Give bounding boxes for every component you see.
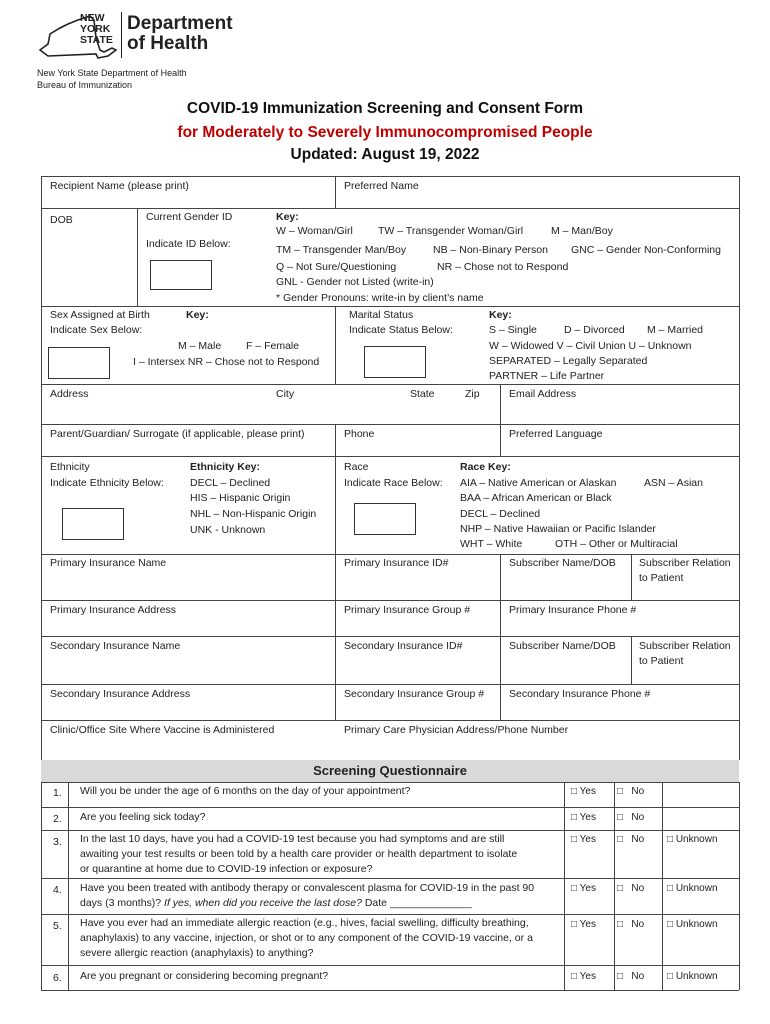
gender-id-label: Current Gender ID xyxy=(146,211,233,223)
gender-key-item: NB – Non-Binary Person xyxy=(433,244,548,256)
form-subtitle: for Moderately to Severely Immunocompromised People xyxy=(177,124,593,141)
gender-key-item: Q – Not Sure/Questioning xyxy=(276,261,397,273)
indicate-id-label: Indicate ID Below: xyxy=(146,238,231,250)
preferred-name-label: Preferred Name xyxy=(344,180,419,192)
pcp-label: Primary Care Physician Address/Phone Number xyxy=(344,724,569,736)
marital-key-item: PARTNER – Life Partner xyxy=(489,370,605,382)
yes-checkbox[interactable]: □ Yes xyxy=(571,812,596,823)
question-text: Will you be under the age of 6 months on the day of your appointment? xyxy=(80,785,411,797)
yes-checkbox[interactable]: □ Yes xyxy=(571,883,596,894)
indicate-ethnicity-label: Indicate Ethnicity Below: xyxy=(50,477,164,489)
marital-key-item: D – Divorced xyxy=(564,324,625,336)
marital-key-title: Key: xyxy=(489,309,512,321)
sec-ins-name-label: Secondary Insurance Name xyxy=(50,640,181,652)
state-label: State xyxy=(410,388,435,400)
zip-label: Zip xyxy=(465,388,480,400)
phone-label: Phone xyxy=(344,428,375,440)
sub-name-dob-label: Subscriber Name/DOB xyxy=(509,640,616,652)
race-key-item: ASN – Asian xyxy=(644,477,703,489)
indicate-status-label: Indicate Status Below: xyxy=(349,324,453,336)
pri-ins-name-label: Primary Insurance Name xyxy=(50,557,167,569)
yes-checkbox[interactable]: □ Yes xyxy=(571,971,596,982)
marital-key-item: W – Widowed V – Civil Union U – Unknown xyxy=(489,340,692,352)
indicate-race-label: Indicate Race Below: xyxy=(344,477,443,489)
marital-key-item: SEPARATED – Legally Separated xyxy=(489,355,648,367)
gender-key-item: GNL - Gender not Listed (write-in) xyxy=(276,276,434,288)
question-text: In the last 10 days, have you had a COVID-19 test because you had symptoms and are still xyxy=(80,833,505,845)
ethnicity-input[interactable] xyxy=(62,508,124,540)
email-label: Email Address xyxy=(509,388,577,400)
yes-checkbox[interactable]: □ Yes xyxy=(571,786,596,797)
no-checkbox[interactable]: □ No xyxy=(617,812,645,823)
question-text: anaphylaxis) to any vaccine, injection, or shot or to any component of the COVID-19 vaccine, or a xyxy=(80,932,533,944)
language-label: Preferred Language xyxy=(509,428,603,440)
sex-key-title: Key: xyxy=(186,309,209,321)
sex-input[interactable] xyxy=(48,347,110,379)
city-label: City xyxy=(276,388,295,400)
logo-text: NEW YORK STATE xyxy=(80,12,113,46)
pri-ins-group-label: Primary Insurance Group # xyxy=(344,604,471,616)
race-key-item: WHT – White xyxy=(460,538,523,550)
sex-key-item: M – Male xyxy=(178,340,222,352)
race-key-item: OTH – Other or Multiracial xyxy=(555,538,678,550)
question-text: awaiting your test results or been told by a health care provider or health department to isolate xyxy=(80,848,518,860)
race-key-title: Race Key: xyxy=(460,461,511,473)
unknown-checkbox[interactable]: □ Unknown xyxy=(667,919,718,930)
logo-department: Department of Health xyxy=(127,13,233,54)
no-checkbox[interactable]: □ No xyxy=(617,919,645,930)
pri-ins-id-label: Primary Insurance ID# xyxy=(344,557,449,569)
race-key-item: DECL – Declined xyxy=(460,508,541,520)
gender-key-title: Key: xyxy=(276,211,299,223)
gender-key-item: W – Woman/Girl xyxy=(276,225,353,237)
marital-input[interactable] xyxy=(364,346,426,378)
pri-ins-phone-label: Primary Insurance Phone # xyxy=(509,604,637,616)
race-key-item: NHP – Native Hawaiian or Pacific Islander xyxy=(460,523,656,535)
question-text: Are you pregnant or considering becoming pregnant? xyxy=(80,970,329,982)
recipient-name-label: Recipient Name (please print) xyxy=(50,180,189,192)
gender-key-item: * Gender Pronouns: write-in by client’s name xyxy=(276,292,484,304)
parent-label: Parent/Guardian/ Surrogate (if applicable, please print) xyxy=(50,428,305,440)
unknown-checkbox[interactable]: □ Unknown xyxy=(667,834,718,845)
question-number: 3. xyxy=(53,836,62,848)
gender-key-item: GNC – Gender Non-Conforming xyxy=(571,244,721,256)
form-title: COVID-19 Immunization Screening and Consent Form xyxy=(186,100,584,117)
race-input[interactable] xyxy=(354,503,416,535)
sec-ins-phone-label: Secondary Insurance Phone # xyxy=(509,688,651,700)
question-number: 2. xyxy=(53,813,62,825)
gender-key-item: NR – Chose not to Respond xyxy=(437,261,569,273)
question-number: 4. xyxy=(53,884,62,896)
gender-key-item: M – Man/Boy xyxy=(551,225,613,237)
race-key-item: BAA – African American or Black xyxy=(460,492,612,504)
no-checkbox[interactable]: □ No xyxy=(617,786,645,797)
question-number: 6. xyxy=(53,972,62,984)
question-text: or quarantine at home due to COVID-19 infection or exposure? xyxy=(80,863,373,875)
race-label: Race xyxy=(344,461,369,473)
no-checkbox[interactable]: □ No xyxy=(617,883,645,894)
dob-label: DOB xyxy=(50,214,73,226)
form-updated: Updated: August 19, 2022 xyxy=(290,146,480,163)
ethnicity-label: Ethnicity xyxy=(50,461,90,473)
marital-label: Marital Status xyxy=(349,309,414,321)
marital-key-item: S – Single xyxy=(489,324,537,336)
sub-name-dob-label: Subscriber Name/DOB xyxy=(509,557,616,569)
unknown-checkbox[interactable]: □ Unknown xyxy=(667,971,718,982)
no-checkbox[interactable]: □ No xyxy=(617,834,645,845)
yes-checkbox[interactable]: □ Yes xyxy=(571,919,596,930)
sub-rel-label: to Patient xyxy=(639,572,684,584)
sex-key-item: I – Intersex NR – Chose not to Respond xyxy=(133,356,320,368)
sec-ins-group-label: Secondary Insurance Group # xyxy=(344,688,485,700)
gender-id-input[interactable] xyxy=(150,260,212,290)
sub-rel-label: to Patient xyxy=(639,655,684,667)
question-text: Are you feeling sick today? xyxy=(80,811,206,823)
gender-key-item: TM – Transgender Man/Boy xyxy=(276,244,407,256)
ethnicity-key-item: HIS – Hispanic Origin xyxy=(190,492,291,504)
no-checkbox[interactable]: □ No xyxy=(617,971,645,982)
question-text: severe allergic reaction (anaphylaxis) to anything? xyxy=(80,947,314,959)
screening-title: Screening Questionnaire xyxy=(41,760,739,782)
unknown-checkbox[interactable]: □ Unknown xyxy=(667,883,718,894)
sex-key-item: F – Female xyxy=(246,340,300,352)
ethnicity-key-item: UNK - Unknown xyxy=(190,524,266,536)
question-text: Have you been treated with antibody therapy or convalescent plasma for COVID-19 in the past 90 xyxy=(80,882,535,894)
sec-ins-addr-label: Secondary Insurance Address xyxy=(50,688,191,700)
indicate-sex-label: Indicate Sex Below: xyxy=(50,324,143,336)
pri-ins-addr-label: Primary Insurance Address xyxy=(50,604,177,616)
ethnicity-key-item: DECL – Declined xyxy=(190,477,271,489)
sub-rel-label: Subscriber Relation xyxy=(639,557,731,569)
ethnicity-key-item: NHL – Non-Hispanic Origin xyxy=(190,508,317,520)
yes-checkbox[interactable]: □ Yes xyxy=(571,834,596,845)
clinic-label: Clinic/Office Site Where Vaccine is Administered xyxy=(50,724,275,736)
marital-key-item: M – Married xyxy=(647,324,704,336)
sub-rel-label: Subscriber Relation xyxy=(639,640,731,652)
question-number: 5. xyxy=(53,920,62,932)
org-header: New York State Department of Health Bureau of Immunization xyxy=(37,68,187,90)
address-label: Address xyxy=(50,388,89,400)
question-number: 1. xyxy=(53,787,62,799)
question-text: Have you ever had an immediate allergic reaction (e.g., hives, facial swelling, difficulty breathing, xyxy=(80,917,529,929)
sec-ins-id-label: Secondary Insurance ID# xyxy=(344,640,463,652)
question-text: days (3 months)? If yes, when did you receive the last dose? Date ______________ xyxy=(80,897,472,909)
sex-birth-label: Sex Assigned at Birth xyxy=(50,309,150,321)
ethnicity-key-title: Ethnicity Key: xyxy=(190,461,261,473)
race-key-item: AIA – Native American or Alaskan xyxy=(460,477,617,489)
gender-key-item: TW – Transgender Woman/Girl xyxy=(378,225,524,237)
